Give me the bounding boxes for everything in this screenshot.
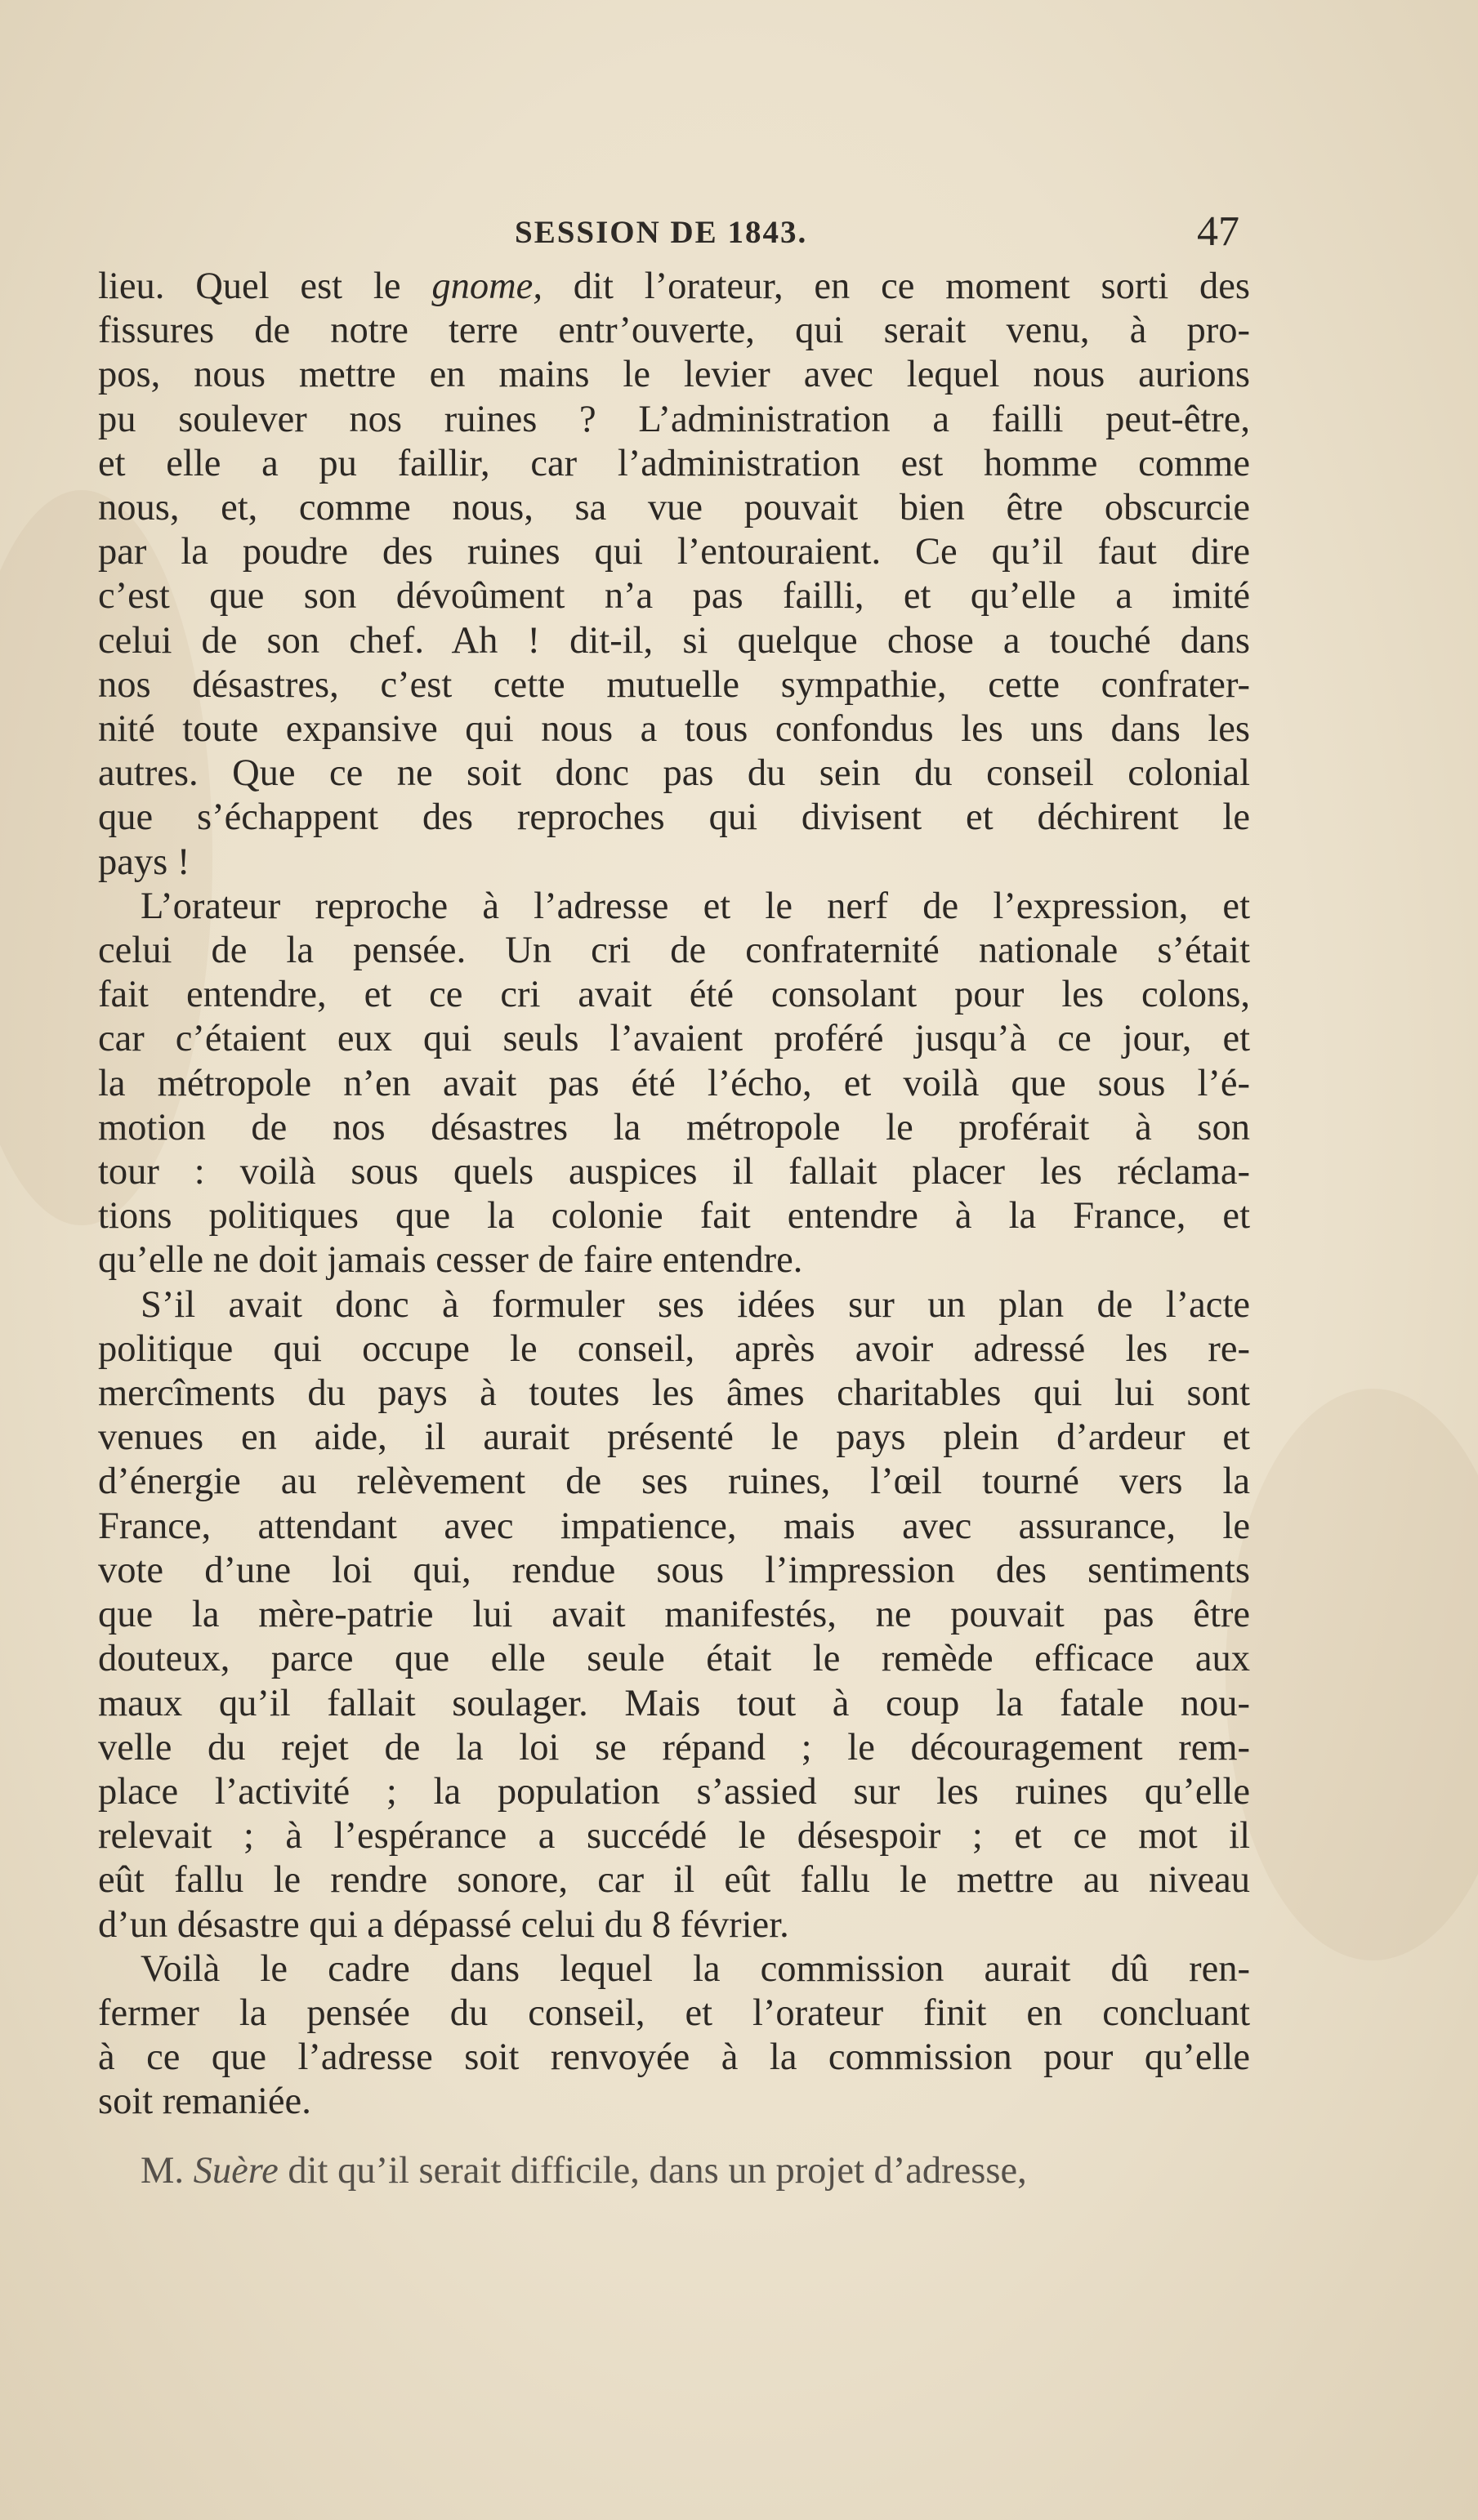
text-segment: pays ! [98,841,190,883]
text-line [98,663,1250,707]
text-segment: celui de la pensée. Un cri de confraternité nationale s’était [98,930,1250,972]
text-segment: lieu. Quel est le [98,265,432,307]
paragraph [98,1947,1250,2125]
paragraph [98,265,1250,885]
text-segment: soit remaniée. [98,2081,311,2123]
text-segment: que la mère-patrie lui avait manifestés, ne pouvait pas être [98,1594,1250,1636]
text-line [98,752,1250,796]
text-line [98,1858,1250,1902]
text-segment: place l’activité ; la population s’assied sur les ruines qu’elle [98,1770,1250,1813]
body-text [98,265,1250,2193]
paragraph [98,885,1250,1283]
text-line [98,973,1250,1017]
text-line [98,1106,1250,1150]
text-line [98,486,1250,530]
text-line [98,1017,1250,1061]
text-line [98,1194,1250,1238]
paper-stain [1226,1389,1478,1960]
text-segment: tions politiques que la colonie fait entendre à la France, et [98,1195,1250,1238]
text-line [98,1726,1250,1770]
text-line [98,1283,1250,1327]
text-segment: S’il avait donc à formuler ses idées sur un plan de l’acte [141,1283,1250,1326]
text-segment: motion de nos désastres la métropole le proférait à son [98,1106,1250,1148]
text-line [98,398,1250,442]
closing-text: dit qu’il serait difficile, dans un projet d’adresse, [278,2149,1027,2192]
text-line [98,2036,1250,2080]
text-line [98,1814,1250,1858]
text-segment: France, attendant avec impatience, mais avec assurance, le [98,1505,1250,1547]
page-number: 47 [1197,208,1239,255]
spacer [98,2125,1250,2149]
text-segment: douteux, parce que elle seule était le remède efficace aux [98,1638,1250,1680]
text-segment: celui de son chef. Ah ! dit-il, si quelque chose a touché dans [98,619,1250,662]
text-line [98,1460,1250,1504]
text-segment: fait entendre, et ce cri avait été consolant pour les colons, [98,974,1250,1016]
closing-line [98,2149,1250,2193]
text-segment: qu’elle ne doit jamais cesser de faire entendre. [98,1239,803,1282]
text-segment: et elle a pu faillir, car l’administration est homme comme [98,442,1250,484]
text-line [98,1327,1250,1372]
text-line [98,1549,1250,1593]
text-line [98,2080,1250,2124]
text-segment: vote d’une loi qui, rendue sous l’impression des sentiments [98,1549,1250,1591]
text-segment: nous, et, comme nous, sa vue pouvait bien être obscurcie [98,487,1250,529]
text-segment: tour : voilà sous quels auspices il fallait placer les réclama- [98,1151,1250,1193]
text-line [98,1947,1250,1991]
text-line [98,1062,1250,1106]
text-segment: nos désastres, c’est cette mutuelle sympathie, cette confrater- [98,663,1250,706]
text-segment: velle du rejet de la loi se répand ; le découragement rem- [98,1726,1250,1768]
text-segment: pu soulever nos ruines ? L’administration a failli peut-être, [98,398,1250,440]
running-title-year: 1843. [727,215,808,250]
text-segment: car c’étaient eux qui seuls l’avaient proféré jusqu’à ce jour, et [98,1018,1250,1060]
speaker-prefix: M. [141,2149,194,2192]
text-segment: mercîments du pays à toutes les âmes charitables qui lui sont [98,1372,1250,1415]
text-line [98,885,1250,929]
text-line [98,1903,1250,1947]
running-title-text: SESSION DE [515,215,718,250]
running-header [98,208,1242,263]
text-segment: Voilà le cadre dans lequel la commission aurait dû ren- [141,1947,1250,1990]
text-segment: c’est que son dévoûment n’a pas failli, et qu’elle a imité [98,575,1250,618]
text-line [98,265,1250,309]
text-line [98,841,1250,885]
text-line [98,707,1250,752]
text-line [98,353,1250,397]
text-line [98,1416,1250,1460]
text-segment: que s’échappent des reproches qui divisent et déchirent le [98,796,1250,839]
emphasized-word: gnome, [431,265,543,307]
text-line [98,796,1250,840]
text-segment: venues en aide, il aurait présenté le pays plein d’ardeur et [98,1416,1250,1459]
text-segment: la métropole n’en avait pas été l’écho, et voilà que sous l’é- [98,1062,1250,1104]
text-line [98,1505,1250,1549]
text-line [98,1372,1250,1416]
text-segment: nité toute expansive qui nous a tous confondus les uns dans les [98,708,1250,751]
text-line [98,1150,1250,1194]
text-segment: fermer la pensée du conseil, et l’orateur finit en concluant [98,1991,1250,2034]
text-segment: relevait ; à l’espérance a succédé le désespoir ; et ce mot il [98,1815,1250,1858]
text-line [98,442,1250,486]
text-segment: politique qui occupe le conseil, après avoir adressé les re- [98,1327,1250,1370]
text-line [98,574,1250,618]
text-segment: autres. Que ce ne soit donc pas du sein du conseil colonial [98,752,1250,795]
text-segment: par la poudre des ruines qui l’entouraient. Ce qu’il faut dire [98,531,1250,573]
text-segment: maux qu’il fallait soulager. Mais tout à coup la fatale nou- [98,1682,1250,1724]
text-line [98,1991,1250,2036]
text-line [98,309,1250,353]
text-segment: dit l’orateur, en ce moment sorti des [542,265,1250,307]
text-segment: pos, nous mettre en mains le levier avec lequel nous aurions [98,354,1250,396]
text-segment: à ce que l’adresse soit renvoyée à la commission pour qu’elle [98,2036,1250,2079]
speaker-name: Suère [193,2149,279,2192]
text-line [98,619,1250,663]
text-segment: L’orateur reproche à l’adresse et le nerf de l’expression, et [141,885,1250,927]
text-line [98,1637,1250,1681]
paragraph [98,1283,1250,1947]
text-line [98,1770,1250,1814]
text-line [98,1682,1250,1726]
text-line [98,1238,1250,1282]
text-line [98,1593,1250,1637]
text-line [98,929,1250,973]
text-segment: eût fallu le rendre sonore, car il eût fallu le mettre au niveau [98,1859,1250,1902]
text-line [98,530,1250,574]
text-segment: d’énergie au relèvement de ses ruines, l’œil tourné vers la [98,1461,1250,1503]
text-segment: fissures de notre terre entr’ouverte, qui serait venu, à pro- [98,310,1250,352]
text-segment: d’un désastre qui a dépassé celui du 8 février. [98,1903,789,1946]
running-title [515,214,807,251]
